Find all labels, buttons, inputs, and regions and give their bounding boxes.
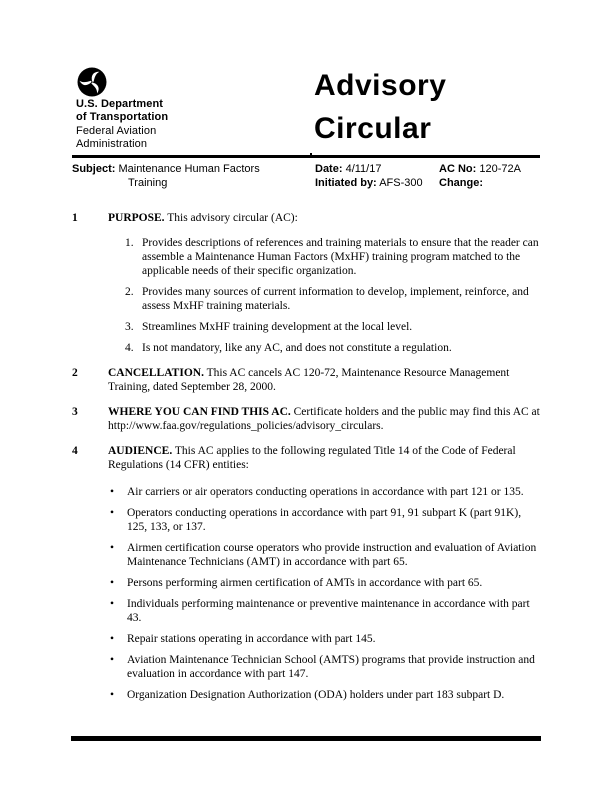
bullet-item — [110, 632, 541, 646]
section-cancellation — [72, 366, 541, 394]
ac-no-value: 120-72A — [479, 163, 521, 175]
bullet-icon: • — [110, 507, 115, 519]
section-number: 2 — [72, 367, 78, 379]
bullet-item-text: Airmen certification course operators who provide instruction and evaluation of Aviation Maintenance Technicians (AMT) in accordance with part 65. — [127, 542, 537, 568]
section-purpose — [72, 211, 541, 355]
agency-name-line2: Administration — [76, 138, 148, 151]
bullet-item-text: Organization Designation Authorization (ODA) holders under part 183 subpart D. — [127, 689, 505, 701]
bullet-item — [110, 597, 541, 625]
subject-label: Subject: — [72, 163, 116, 175]
doc-type-line1: Advisory — [314, 69, 447, 102]
subject-value-line1: Maintenance Human Factors — [118, 163, 260, 175]
bullet-item-text: Individuals performing maintenance or preventive maintenance in accordance with part 43. — [127, 598, 530, 624]
agency-identity-block — [76, 98, 168, 152]
date-label: Date: — [315, 163, 343, 175]
bullet-icon: • — [110, 689, 115, 701]
header-divider-tick — [310, 153, 312, 158]
section-audience — [72, 444, 541, 702]
section-number: 1 — [72, 212, 78, 224]
bullet-item — [110, 576, 541, 590]
section-where-to-find — [72, 405, 541, 433]
header-divider — [72, 155, 540, 158]
section-lead-line — [108, 211, 541, 225]
bullet-icon: • — [110, 633, 115, 645]
section-number: 3 — [72, 406, 78, 418]
numbered-item — [125, 320, 541, 334]
initiated-by-label: Initiated by: — [315, 176, 377, 189]
dept-name-line2: of Transportation — [76, 111, 169, 124]
section-lead: This AC applies to the following regulated Title 14 of the Code of Federal Regulations (14 CFR) entities: — [108, 445, 516, 471]
numbered-item-text: Provides many sources of current information to develop, implement, reinforce, and assess MxHF training materials. — [142, 286, 529, 312]
subject-block — [72, 163, 302, 190]
section-heading: CANCELLATION. — [108, 367, 204, 379]
dot-triskelion-logo-icon — [77, 67, 107, 97]
section-lead: This AC cancels AC 120-72, Maintenance Resource Management Training, dated September 28, 2000. — [108, 367, 510, 393]
document-body — [72, 211, 541, 702]
bullet-item-text: Operators conducting operations in accordance with part 91, 91 subpart K (part 91K), 125, 133, or 137. — [127, 507, 522, 533]
change-label: Change: — [439, 176, 483, 189]
numbered-item-text: Provides descriptions of references and training materials to ensure that the reader can assemble a Maintenance Human Factors (MxHF) training program matched to the applicable needs of their specific organization. — [142, 237, 539, 277]
numbered-item-text: Streamlines MxHF training development at the local level. — [142, 321, 413, 333]
bullet-item-text: Air carriers or air operators conducting operations in accordance with part 121 or 135. — [127, 486, 524, 498]
section-heading: WHERE YOU CAN FIND THIS AC. — [108, 406, 291, 418]
bullet-icon: • — [110, 542, 115, 554]
section-number: 4 — [72, 445, 78, 457]
numbered-item — [125, 285, 541, 313]
numbered-item — [125, 236, 541, 278]
initiated-by-value: AFS-300 — [379, 176, 423, 189]
numbered-item-marker: 3. — [125, 321, 134, 333]
footer-divider — [71, 736, 541, 741]
agency-name-line1: Federal Aviation — [76, 124, 157, 137]
date-initiated-block — [315, 163, 435, 190]
section-heading: AUDIENCE. — [108, 445, 173, 457]
dept-name-line1: U.S. Department — [76, 98, 164, 110]
bullet-icon: • — [110, 654, 115, 666]
bullet-item-text: Repair stations operating in accordance with part 145. — [127, 633, 376, 645]
bullet-item-text: Persons performing airmen certification of AMTs in accordance with part 65. — [127, 577, 483, 589]
numbered-item-marker: 1. — [125, 237, 134, 249]
bullet-item — [110, 688, 541, 702]
bullet-item-text: Aviation Maintenance Technician School (AMTS) programs that provide instruction and evaluation in accordance with part 147. — [127, 654, 535, 680]
doc-type-line2: Circular — [314, 112, 432, 145]
section-heading: PURPOSE. — [108, 212, 165, 224]
document-type-title — [314, 64, 446, 150]
subject-value-line2: Training — [128, 176, 168, 189]
section-lead-line — [108, 444, 541, 472]
section-lead: This advisory circular (AC): — [167, 212, 298, 224]
bullet-item — [110, 485, 541, 499]
bullet-item — [110, 541, 541, 569]
ac-number-block — [439, 163, 540, 190]
date-value: 4/11/17 — [345, 163, 382, 175]
ac-no-label: AC No: — [439, 163, 477, 175]
bullet-icon: • — [110, 577, 115, 589]
numbered-item-text: Is not mandatory, like any AC, and does not constitute a regulation. — [142, 342, 452, 354]
numbered-item — [125, 341, 541, 355]
bullet-item — [110, 506, 541, 534]
bullet-item — [110, 653, 541, 681]
section-lead: Certificate holders and the public may find this AC at http://www.faa.gov/regulations_policies/advisory_circulars. — [108, 406, 540, 432]
bullet-icon: • — [110, 598, 115, 610]
numbered-item-marker: 2. — [125, 286, 134, 298]
bullet-icon: • — [110, 486, 115, 498]
numbered-item-marker: 4. — [125, 342, 134, 354]
